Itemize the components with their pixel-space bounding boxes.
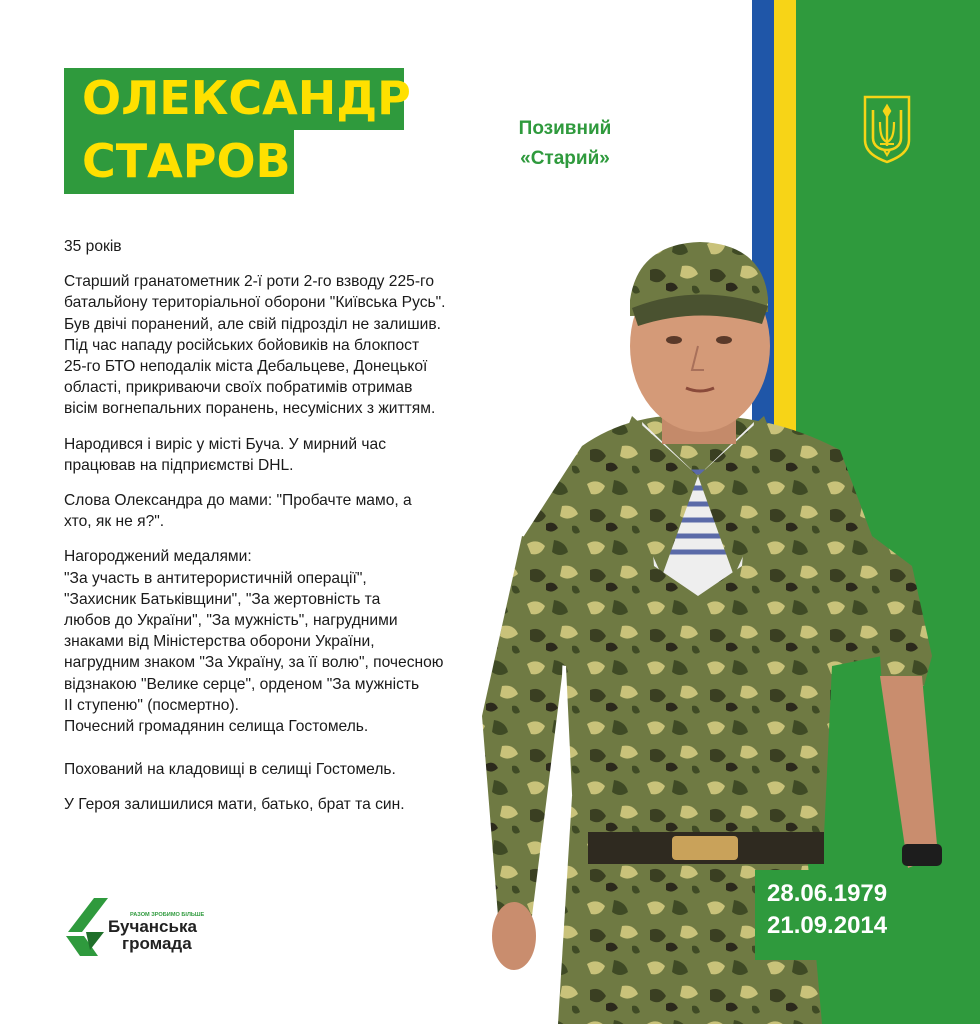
callsign-label: Позивний — [518, 118, 612, 139]
bio-awards: Нагороджений медалями: "За участь в антитерористичній операції", "Захисник Батьківщини", "За жертовність та любов до України", "За мужність", нагрудними знаками від Міністерства оборони України, нагрудним знаком "За Україну, за її волю", почесною відзнакою "Велике серце", орденом "За мужність ІІ ступеню" (посмертно). Почесний громадянин селища Гостомель. — [64, 548, 444, 736]
logo-slogan: РАЗОМ ЗРОБИМО БІЛЬШЕ — [130, 912, 205, 918]
death-date: 21.09.2014 — [767, 912, 888, 939]
logo-name-line2: громада — [122, 934, 192, 953]
logo-name-line1: Бучанська — [108, 917, 197, 936]
callsign-value: «Старий» — [520, 148, 610, 169]
birth-date: 28.06.1979 — [767, 880, 888, 907]
trident-icon — [862, 94, 912, 164]
biography — [64, 236, 484, 830]
bio-family: У Героя залишилися мати, батько, брат та син. — [64, 796, 405, 814]
name-block — [64, 68, 411, 194]
last-name: СТАРОВ — [64, 130, 294, 194]
bio-age: 35 років — [64, 238, 122, 255]
bio-words: Слова Олександра до мами: "Пробачте мамо, а хто, як не я?". — [64, 492, 412, 531]
bio-buried: Похований на кладовищі в селищі Гостомель. — [64, 761, 396, 779]
bio-service: Старший гранатометник 2-ї роти 2-го взводу 225-го батальйону територіальної оборони "Київська Русь". Був двічі поранений, але свій підрозділ не залишив. Під час нападу російських бойовиків на блокпост 25-го БТО неподалік міста Дебальцеве, Донецької області, прикриваючи своїх побратимів отримав вісім вогнепальних поранень, несумісних з життям. — [64, 273, 446, 418]
callsign — [505, 114, 625, 174]
bio-born: Народився і виріс у місті Буча. У мирний час працював на підприємстві DHL. — [64, 435, 386, 474]
first-name: ОЛЕКСАНДР — [64, 68, 404, 130]
bucha-community-logo — [64, 896, 234, 960]
life-dates — [755, 870, 891, 960]
